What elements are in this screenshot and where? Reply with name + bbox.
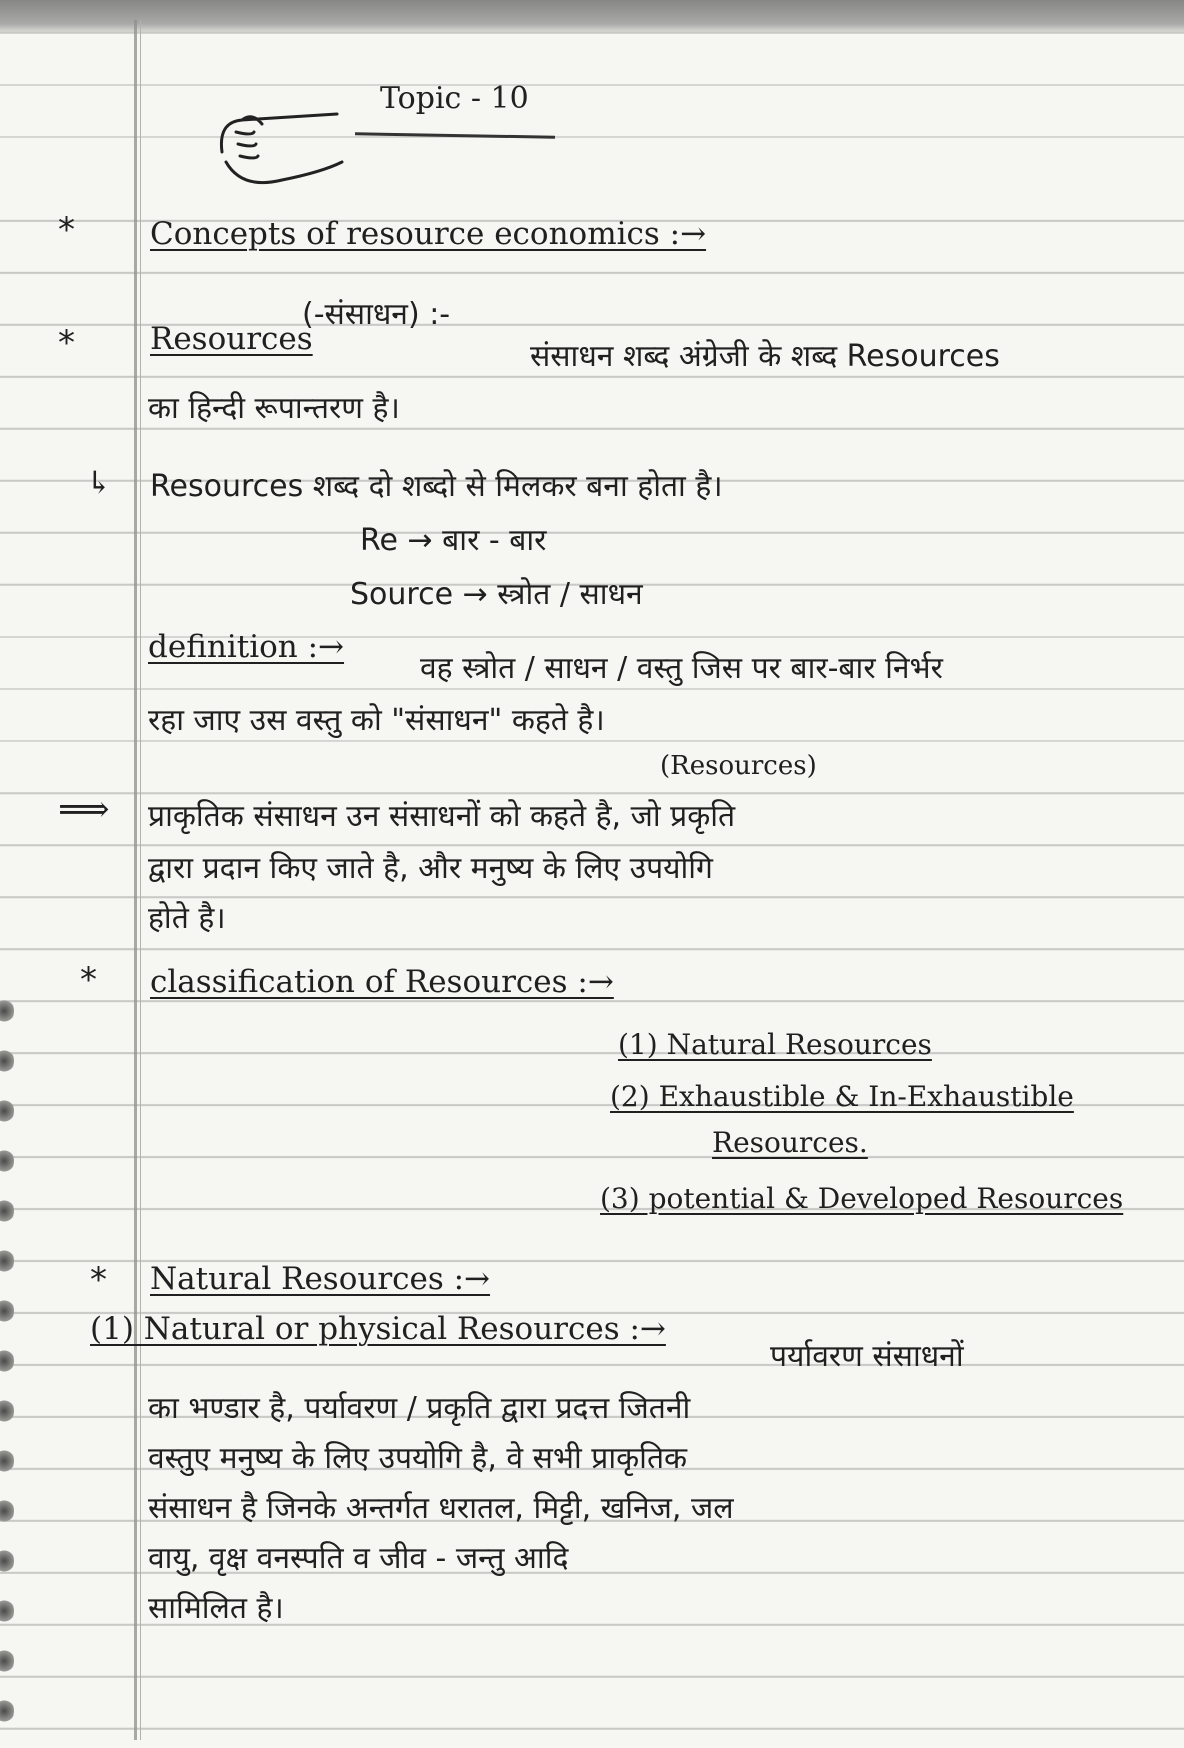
margin-line-inner bbox=[140, 20, 141, 1740]
classification-heading: classification of Resources :→ bbox=[150, 964, 614, 1000]
bullet-resources: * bbox=[58, 323, 75, 363]
classification-item-2: (2) Exhaustible & In-Exhaustible bbox=[610, 1080, 1074, 1113]
physical-line-2: वस्तुए मनुष्य के लिए उपयोगि है, वे सभी प्राकृतिक bbox=[148, 1441, 688, 1476]
physical-line-5: सामिलित है। bbox=[148, 1591, 284, 1626]
re-meaning: Re → बार - बार bbox=[360, 523, 547, 558]
resources-label: Resources bbox=[150, 321, 313, 357]
double-arrow: ⟹ bbox=[58, 789, 110, 830]
heading-concepts: Concepts of resource economics :→ bbox=[150, 216, 707, 252]
physical-line-3: संसाधन है जिनके अन्तर्गत धरातल, मिट्टी, खनिज, जल bbox=[148, 1491, 734, 1526]
classification-item-3: (3) potential & Developed Resources bbox=[600, 1182, 1124, 1215]
definition-resources: (Resources) bbox=[660, 751, 817, 781]
definition-line-b: रहा जाए उस वस्तु को "संसाधन" कहते है। bbox=[148, 703, 605, 738]
page-title: Topic - 10 bbox=[380, 81, 529, 116]
resources-def-line-a: संसाधन शब्द अंग्रेजी के शब्द Resources bbox=[530, 339, 1000, 374]
natural-note-line-c: होते है। bbox=[148, 901, 226, 936]
physical-line-4: वायु, वृक्ष वनस्पति व जीव - जन्तु आदि bbox=[148, 1541, 569, 1576]
page-top-shadow bbox=[0, 0, 1184, 34]
resources-hindi: (-संसाधन) :- bbox=[302, 297, 451, 332]
natural-heading: Natural Resources :→ bbox=[150, 1261, 491, 1297]
physical-resources-label: (1) Natural or physical Resources :→ bbox=[90, 1311, 666, 1347]
bullet-concepts: * bbox=[58, 210, 75, 250]
natural-note-line-a: प्राकृतिक संसाधन उन संसाधनों को कहते है, जो प्रकृति bbox=[148, 799, 736, 834]
made-of-two-words: Resources शब्द दो शब्दो से मिलकर बना होता है। bbox=[150, 469, 723, 504]
physical-line-1: का भण्डार है, पर्यावरण / प्रकृति द्वारा प्रदत्त जितनी bbox=[148, 1391, 691, 1426]
definition-line-a: वह स्त्रोत / साधन / वस्तु जिस पर बार-बार निर्भर bbox=[420, 651, 943, 686]
title-underline bbox=[355, 132, 555, 138]
natural-note-line-b: द्वारा प्रदान किए जाते है, और मनुष्य के लिए उपयोगि bbox=[148, 851, 713, 886]
margin-line bbox=[134, 20, 137, 1740]
classification-item-1: (1) Natural Resources bbox=[618, 1028, 932, 1061]
source-meaning: Source → स्त्रोत / साधन bbox=[350, 577, 643, 612]
definition-label: definition :→ bbox=[148, 629, 345, 665]
bullet-natural: * bbox=[90, 1260, 107, 1300]
pointing-hand-icon bbox=[212, 102, 352, 192]
classification-item-2-cont: Resources. bbox=[712, 1126, 868, 1159]
physical-resources-hindi: पर्यावरण संसाधनों bbox=[770, 1339, 964, 1374]
binding-holes bbox=[0, 1000, 20, 1748]
resources-def-line-b: का हिन्दी रूपान्तरण है। bbox=[148, 391, 400, 426]
arrow-made-of: ↳ bbox=[86, 465, 112, 501]
bullet-classification: * bbox=[80, 960, 97, 1000]
